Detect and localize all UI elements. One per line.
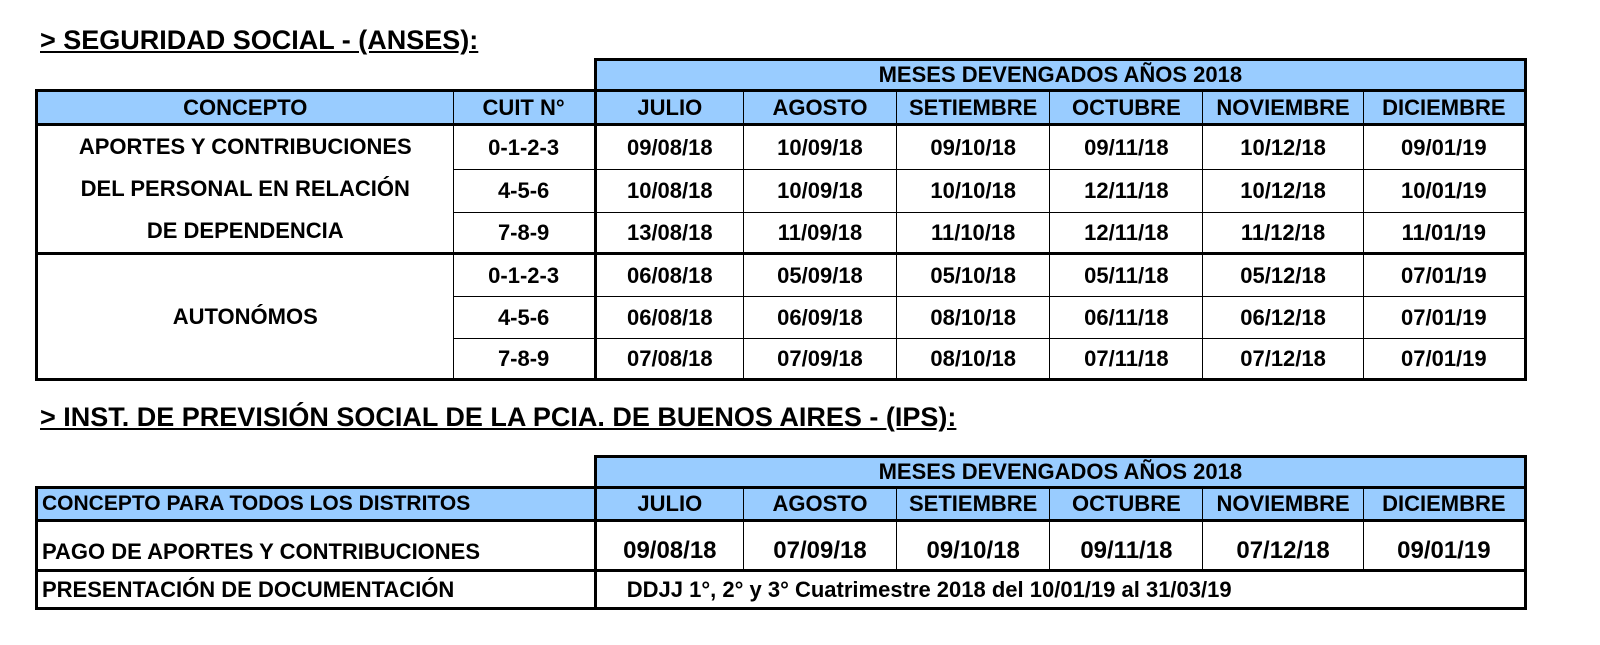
date-cell: 11/12/18 [1203,213,1363,254]
concepto-relacion-dependencia [37,125,454,254]
cuit-cell: 7-8-9 [453,339,595,380]
pago-label: PAGO DE APORTES Y CONTRIBUCIONES [37,521,596,571]
cuit-cell: 4-5-6 [453,297,595,339]
date-cell: 07/01/19 [1363,339,1525,380]
date-cell: 13/08/18 [595,213,743,254]
header-concepto: CONCEPTO [37,91,454,125]
months-super-header: MESES DEVENGADOS AÑOS 2018 [595,457,1525,488]
date-cell: 09/11/18 [1050,521,1203,571]
header-month: AGOSTO [743,91,896,125]
header-month: OCTUBRE [1050,488,1203,521]
date-cell: 08/10/18 [897,297,1050,339]
cuit-cell: 4-5-6 [453,170,595,213]
cuit-cell: 7-8-9 [453,213,595,254]
concepto-autonomos: AUTONÓMOS [37,254,454,380]
date-cell: 09/10/18 [897,521,1050,571]
concepto-line: APORTES Y CONTRIBUCIONES [78,134,412,159]
empty-corner [37,457,596,488]
header-month: JULIO [595,91,743,125]
date-cell: 10/09/18 [743,170,896,213]
date-cell: 10/08/18 [595,170,743,213]
date-cell: 06/11/18 [1050,297,1203,339]
header-month: DICIEMBRE [1363,91,1525,125]
date-cell: 10/10/18 [897,170,1050,213]
date-cell: 05/11/18 [1050,254,1203,297]
date-cell: 06/08/18 [595,254,743,297]
concepto-line: DEL PERSONAL EN RELACIÓN [80,176,410,201]
date-cell: 07/12/18 [1203,339,1363,380]
date-cell: 09/08/18 [595,125,743,170]
date-cell: 11/10/18 [897,213,1050,254]
header-month: SETIEMBRE [897,488,1050,521]
date-cell: 09/11/18 [1050,125,1203,170]
presentacion-text: DDJJ 1°, 2° y 3° Cuatrimestre 2018 del 10/01/19 al 31/03/19 [595,571,1525,609]
header-concepto: CONCEPTO PARA TODOS LOS DISTRITOS [37,488,596,521]
date-cell: 07/01/19 [1363,254,1525,297]
anses-table [35,58,1527,381]
date-cell: 12/11/18 [1050,213,1203,254]
ips-table [35,455,1527,610]
date-cell: 06/08/18 [595,297,743,339]
concepto-line: DE DEPENDENCIA [146,218,344,243]
months-super-header: MESES DEVENGADOS AÑOS 2018 [595,60,1525,91]
date-cell: 05/09/18 [743,254,896,297]
header-cuit: CUIT N° [453,91,595,125]
header-month: SETIEMBRE [897,91,1050,125]
date-cell: 07/08/18 [595,339,743,380]
date-cell: 10/12/18 [1203,125,1363,170]
date-cell: 05/12/18 [1203,254,1363,297]
date-cell: 08/10/18 [897,339,1050,380]
date-cell: 07/09/18 [743,339,896,380]
date-cell: 05/10/18 [897,254,1050,297]
date-cell: 09/01/19 [1363,521,1525,571]
date-cell: 10/09/18 [743,125,896,170]
date-cell: 06/09/18 [743,297,896,339]
date-cell: 07/12/18 [1203,521,1363,571]
date-cell: 07/09/18 [743,521,896,571]
cuit-cell: 0-1-2-3 [453,125,595,170]
header-month: OCTUBRE [1050,91,1203,125]
date-cell: 11/09/18 [743,213,896,254]
date-cell: 07/11/18 [1050,339,1203,380]
ips-section-title: > INST. DE PREVISIÓN SOCIAL DE LA PCIA. DE BUENOS AIRES - (IPS): [40,402,957,432]
date-cell: 06/12/18 [1203,297,1363,339]
cuit-cell: 0-1-2-3 [453,254,595,297]
date-cell: 09/08/18 [595,521,743,571]
date-cell: 09/10/18 [897,125,1050,170]
header-month: AGOSTO [743,488,896,521]
presentacion-label: PRESENTACIÓN DE DOCUMENTACIÓN [37,571,596,609]
date-cell: 12/11/18 [1050,170,1203,213]
header-month: DICIEMBRE [1363,488,1525,521]
header-month: NOVIEMBRE [1203,91,1363,125]
header-month: JULIO [595,488,743,521]
date-cell: 10/12/18 [1203,170,1363,213]
date-cell: 11/01/19 [1363,213,1525,254]
anses-section-title: > SEGURIDAD SOCIAL - (ANSES): [40,25,479,55]
date-cell: 07/01/19 [1363,297,1525,339]
header-month: NOVIEMBRE [1203,488,1363,521]
empty-corner [37,60,596,91]
date-cell: 09/01/19 [1363,125,1525,170]
date-cell: 10/01/19 [1363,170,1525,213]
